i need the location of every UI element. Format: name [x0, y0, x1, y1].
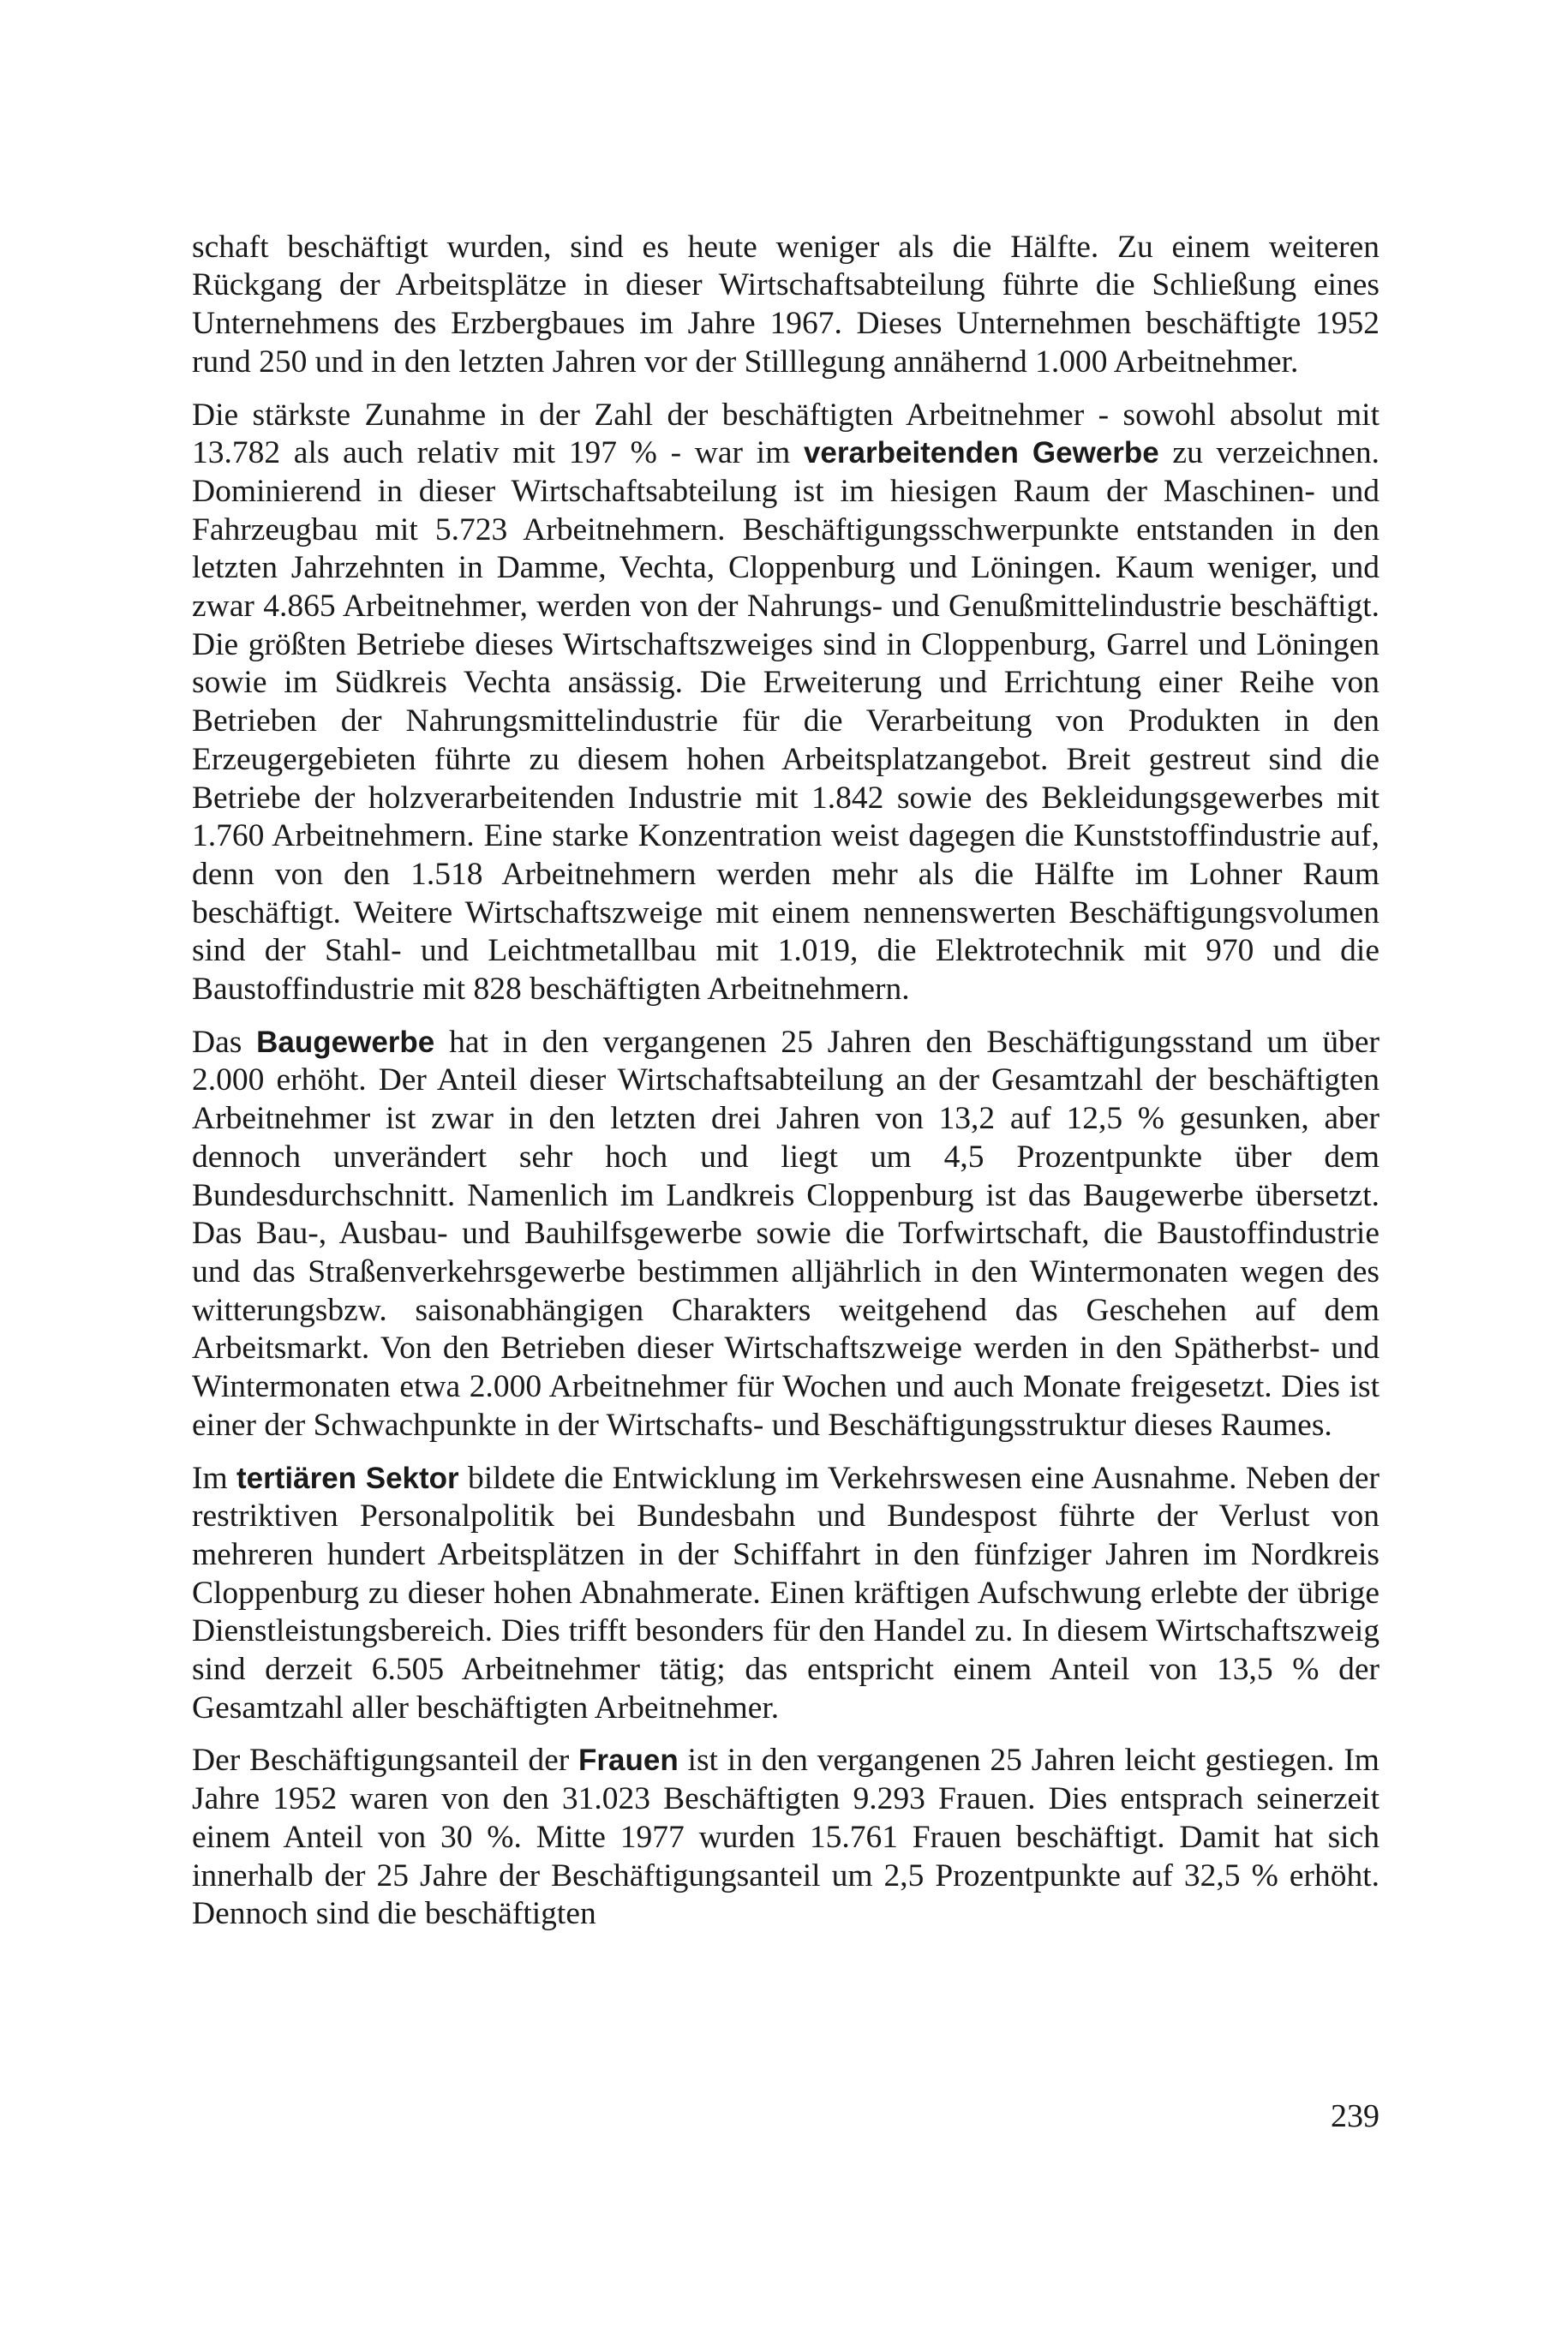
paragraph-text: bildete die Entwicklung im Verkehrswesen eine Ausnahme. Neben der restriktiven Personalpolitik bei Bundesbahn und Bundespost führte der Verlust von mehreren hundert Arbeitsplätzen in der Schiffahrt in den fünfziger Jahren im Nordkreis Cloppenburg zu dieser hohen Abnahmerate. Einen kräftigen Aufschwung erlebte der übrige Dienstleistungsbereich. Dies trifft besonders für den Handel zu. In diesem Wirtschaftszweig sind derzeit 6.505 Arbeitnehmer tätig; das entspricht einem Anteil von 13,5 % der Gesamtzahl aller beschäftigten Arbeitnehmer. [192, 1460, 1379, 1726]
paragraph-baugewerbe [192, 1024, 1379, 1445]
paragraph-text: Der Beschäftigungsanteil der [192, 1743, 579, 1779]
paragraph-erzbergbau [192, 190, 1379, 382]
paragraph-tertiaerer-sektor [192, 1460, 1379, 1728]
paragraph-text: ist in den vergangenen 25 Jahren leicht gestiegen. Im Jahre 1952 waren von den 31.023 Beschäftigten 9.293 Frauen. Dies entsprach seinerzeit einem Anteil von 30 %. Mitte 1977 wurden 15.761 Frauen beschäftigt. Damit hat sich innerhalb der 25 Jahre der Beschäftigungsanteil um 2,5 Prozentpunkte auf 32,5 % erhöht. Dennoch sind die beschäftigten [192, 1743, 1379, 1932]
paragraph-frauen [192, 1742, 1379, 1934]
paragraph-text: hat in den vergangenen 25 Jahren den Beschäftigungsstand um über 2.000 erhöht. Der Anteil dieser Wirtschaftsabteilung an der Gesamtzahl der beschäftigten Arbeitnehmer ist zwar in den letzten drei Jahren von 13,2 auf 12,5 % gesunken, aber dennoch unverändert sehr hoch und liegt um 4,5 Prozentpunkte über dem Bundesdurchschnitt. Namenlich im Landkreis Cloppenburg ist das Baugewerbe übersetzt. Das Bau-, Ausbau- und Bauhilfsgewerbe sowie die Torfwirtschaft, die Baustoffindustrie und das Straßenverkehrsgewerbe bestimmen alljährlich in den Wintermonaten wegen des witterungsbzw. saisonabhängigen Charakters weitgehend das Geschehen auf dem Arbeitsmarkt. Von den Betrieben dieser Wirtschaftszweige werden in den Spätherbst- und Wintermonaten etwa 2.000 Arbeitnehmer für Wochen und auch Monate freigesetzt. Dies ist einer der Schwachpunkte in der Wirtschafts- und Beschäftigungsstruktur dieses Raumes. [192, 1024, 1379, 1443]
bold-term: Frauen [578, 1744, 679, 1778]
paragraph-text: schaft beschäftigt wurden, sind es heute weniger als die Hälfte. Zu einem weiteren Rückgang der Arbeitsplätze in dieser Wirtschaftsabteilung führte die Schließung eines Unternehmens des Erzbergbaues im Jahre 1967. Dieses Unternehmen beschäftigte 1952 rund 250 und in den letzten Jahren vor der Stilllegung annähernd 1.000 Arbeitnehmer. [192, 229, 1379, 380]
paragraph-text: Das [192, 1024, 257, 1060]
paragraph-verarbeitendes-gewerbe [192, 397, 1379, 1009]
bold-term: Baugewerbe [256, 1025, 435, 1059]
bold-term: tertiären Sektor [236, 1461, 459, 1495]
page-number: 239 [1331, 2098, 1379, 2134]
page-body [192, 190, 1379, 1934]
bold-term: verarbeitenden Gewerbe [803, 436, 1159, 470]
paragraph-text: Die stärkste Zunahme in der Zahl der beschäftigten Arbeitnehmer - sowohl absolut mit 13.782 als auch relativ mit 197 % - war im [192, 397, 1379, 471]
paragraph-text: zu verzeichnen. Dominierend in dieser Wirtschaftsabteilung ist im hiesigen Raum der Maschinen- und Fahrzeugbau mit 5.723 Arbeitnehmern. Beschäftigungsschwerpunkte entstanden in den letzten Jahrzehnten in Damme, Vechta, Cloppenburg und Löningen. Kaum weniger, und zwar 4.865 Arbeitnehmer, werden von der Nahrungs- und Genußmittelindustrie beschäftigt. Die größten Betriebe dieses Wirtschaftszweiges sind in Cloppenburg, Garrel und Löningen sowie im Südkreis Vechta ansässig. Die Erweiterung und Errichtung einer Reihe von Betrieben der Nahrungsmittelindustrie für die Verarbeitung von Produkten in den Erzeugergebieten führte zu diesem hohen Arbeitsplatzangebot. Breit gestreut sind die Betriebe der holzverarbeitenden Industrie mit 1.842 sowie des Bekleidungsgewerbes mit 1.760 Arbeitnehmern. Eine starke Konzentration weist dagegen die Kunststoffindustrie auf, denn von den 1.518 Arbeitnehmern werden mehr als die Hälfte im Lohner Raum beschäftigt. Weitere Wirtschaftszweige mit einem nennenswerten Beschäftigungsvolumen sind der Stahl- und Leichtmetallbau mit 1.019, die Elektrotechnik mit 970 und die Baustoffindustrie mit 828 beschäftigten Arbeitnehmern. [192, 435, 1380, 1008]
paragraph-text: Im [192, 1460, 236, 1496]
